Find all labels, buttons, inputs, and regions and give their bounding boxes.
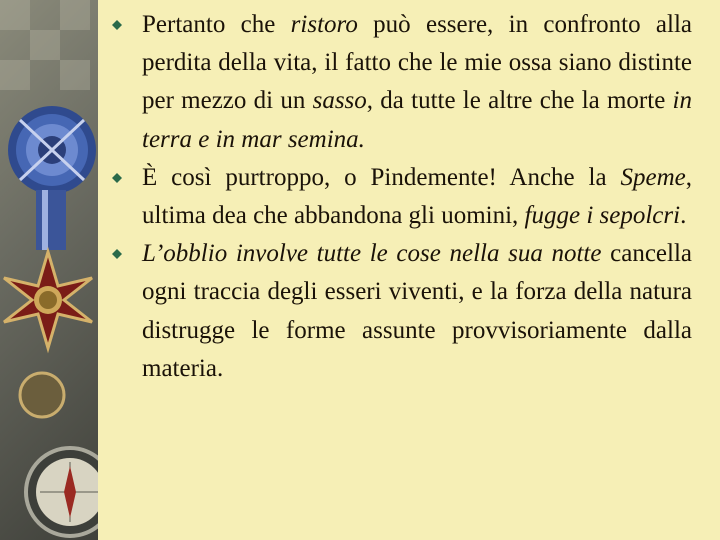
slide-body (98, 0, 720, 540)
italic-text: fugge i sepolcri (524, 202, 681, 230)
rosette-icon (8, 106, 96, 194)
italic-text: L’obblio involve tutte le cose nella sua notte (142, 240, 602, 268)
compass-icon (26, 448, 98, 536)
text-segment: può essere, in confronto alla perdita della vita, il fatto che le mie ossa siano distinte per mezzo di un (142, 11, 693, 115)
text-segment: , da tutte le altre che la morte (366, 87, 673, 115)
italic-text: sasso (312, 87, 367, 115)
decorative-side-image (0, 0, 98, 540)
bullet-item (112, 235, 692, 388)
text-segment: cancella ogni traccia degli esseri viventi, e la forza della natura distrugge le forme assunte provvisoriamente dalla materia. (142, 240, 692, 382)
diamond-bullet-icon (112, 249, 122, 259)
bullet-list (112, 6, 692, 388)
text-segment: È così purtroppo, o Pindemente! Anche la (142, 163, 621, 191)
medal-collage-icon (0, 0, 98, 540)
diamond-bullet-icon (112, 20, 122, 30)
bullet-item (112, 6, 692, 159)
text-segment: Pertanto che (142, 11, 291, 38)
italic-text: in terra e in mar semina. (142, 87, 692, 153)
italic-text: ristoro (290, 11, 358, 38)
text-segment: , ultima dea che abbandona gli uomini, (142, 163, 692, 230)
text-segment: . (680, 202, 687, 230)
italic-text: Speme (620, 163, 686, 191)
diamond-bullet-icon (112, 173, 122, 183)
bullet-item (112, 159, 692, 235)
cross-medal-icon (4, 252, 92, 348)
